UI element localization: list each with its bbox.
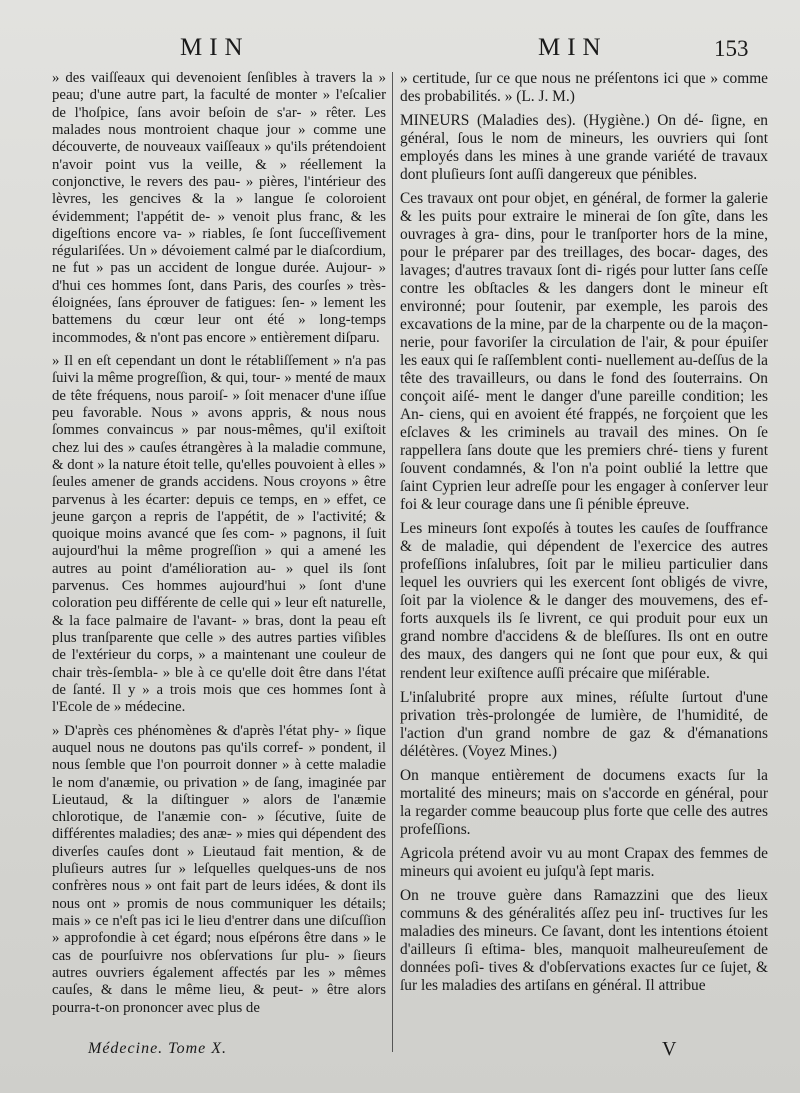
signature-mark: V bbox=[662, 1038, 677, 1060]
volume-signature: Médecine. Tome X. bbox=[88, 1040, 228, 1057]
right-paragraph-5: L'inſalubrité propre aux mines, réſulte ſurtout d'une privation très-prolongée de lumière, de l'humidité, de l'action d'un grand nombre de gaz & d'émanations délétères. (Voyez Mines.) bbox=[400, 688, 768, 760]
left-paragraph-3: » D'après ces phénomènes & d'après l'état phy- » ſique auquel nous ne doutons pas qu'ils corref- » pondent, il nous ſemble que l'on pourroit donner » à cette maladie le nom d'anæmie, ou privation » de ſang, imaginée par Lieutaud, & la diſtinguer » alors de l'anæmie chlorotique, de l'anæmie con- » ſécutive, ſuite de différentes maladies; des anæ- » mies qui dépendent des diverſes cauſes dont » Lieutaud fait mention, & de pluſieurs autres ſur » leſquelles quelques-uns de nos confrères nous » ont fait part de leurs idées, & dont ils nous ont » promis de nous communiquer les détails; mais » ce n'eſt pas ici le lieu d'entrer dans une diſcuſſion » approfondie à cet égard; nous eſpérons être dans » le cas de pourſuivre nos obſervations ſur plu- » ſieurs autres ouvriers également affectés par les » mêmes cauſes, & dans le même lieu, & peut- » être alors pourra-t-on prononcer avec plus de bbox=[52, 722, 386, 1016]
header-right-title: MIN bbox=[538, 34, 608, 61]
right-paragraph-2: MINEURS (Maladies des). (Hygiène.) On dé- ſigne, en général, ſous le nom de mineurs, les ouvriers qui ſont employés dans les mines à une grande variété de travaux dont pluſieurs ſont auſſi dangereux que pénibles. bbox=[400, 112, 768, 184]
left-column bbox=[52, 70, 386, 1023]
right-paragraph-4: Les mineurs ſont expoſés à toutes les cauſes de ſouffrance & de maladie, qui dépendent de l'exercice des autres profeſſions inſalubres, ſoit par le milieu particulier dans lequel les ouvriers qui les exercent ſont obligés de vivre, ſoit par la violence & le danger des mouvemens, des ef- forts auxquels ils ſe livrent, ce qui produit pour eux un grand nombre d'accidens & de bleſſures. Ils ont en outre des maux, des dangers qui ne ſont que pour eux, & qui rendent leur exiſtence auſſi précaire que miſérable. bbox=[400, 520, 768, 682]
right-paragraph-7: Agricola prétend avoir vu au mont Crapax des femmes de mineurs qui avoient eu juſqu'à ſept maris. bbox=[400, 844, 768, 880]
right-paragraph-6: On manque entièrement de documens exacts ſur la mortalité des mineurs; mais on s'accorde en général, pour la regarder comme beaucoup plus forte que celle des autres profeſſions. bbox=[400, 766, 768, 838]
left-paragraph-1: » des vaiſſeaux qui devenoient ſenſibles à travers la » peau; d'une autre part, la faculté de monter » l'eſcalier de l'hoſpice, ſans avoir beſoin de s'ar- » rêter. Les malades nous montroient chaque jour » comme une découverte, de nouveaux vaiſſeaux » qu'ils prétendoient n'avoir point vus la veille, & » réellement la conjonctive, le revers des pau- » pières, l'intérieur des lèvres, les gencives & la » langue ſe coloroient évidemment; l'appétit de- » venoit plus franc, & les digeſtions encore va- » riables, ſe ſont ſucceſſivement régulariſées. Un » dévoiement calmé par le diaſcordium, ne fut » pas un accident de longue durée. Aujour- » d'hui ces hommes ſont, dans Paris, des courſes » très-éloignées, ſans éprouver de fatigues: ſen- » lement les battemens du cœur leur ont été » long-temps incommodes, & n'ont pas encore » entièrement diſparu. bbox=[52, 70, 386, 346]
page-footer bbox=[0, 1040, 800, 1064]
page-number: 153 bbox=[714, 36, 749, 61]
running-header bbox=[0, 34, 800, 68]
right-paragraph-8: On ne trouve guère dans Ramazzini que des lieux communs & des généralités aſſez peu inſ- tructives ſur les maladies des mineurs. Ce ſavant, dont les intentions étoient d'ailleurs ſi eſtima- bles, manquoit malheureuſement de données poſi- tives & d'obſervations exactes ſur ce ſujet, & ſur les maladies des artiſans en général. Il attribue bbox=[400, 886, 768, 994]
left-paragraph-2: » Il en eſt cependant un dont le rétabliſſement » n'a pas ſuivi la même progreſſion, & qui, tour- » menté de maux de tête fréquens, nous paroiſ- » ſoit menacer d'une iſſue peu favorable. Nous » avons appris, & nous nous ſommes convaincus » par nous-mêmes, qu'il exiſtoit chez lui des » cauſes étrangères à la maladie commune, & dont » la nature étoit telle, qu'elles pouvoient à elles » ſeules amener de grands accidens. Nous croyons » être parvenus à les écarter: depuis ce temps, en » effet, ce jeune garçon a repris de l'appétit, de » l'activité; & quoique moins avancé que ſes com- » pagnons, il ſuit aujourd'hui la même progreſſion » qui a amené les autres au point d'amélioration au- » quel ils ſont parvenus. Ces hommes aujourd'hui » ſont d'une coloration peu différente de celle qui » leur eſt naturelle, & la face palmaire de l'avant- » bras, dont la peau eſt plus tranſparente que celle » des autres parties viſibles de l'extérieur du corps, » a maintenant une couleur de chair très-ſembla- » ble à ce qu'elle doit être dans l'état de ſanté. Il y » a trois mois que ces hommes ſont à l'Ecole de » médecine. bbox=[52, 353, 386, 716]
header-left-title: MIN bbox=[180, 34, 250, 61]
right-paragraph-1: » certitude, ſur ce que nous ne préſentons ici que » comme des probabilités. » (L. J. M.) bbox=[400, 70, 768, 106]
right-column bbox=[400, 70, 768, 1001]
column-divider bbox=[392, 72, 393, 1052]
right-paragraph-3: Ces travaux ont pour objet, en général, de former la galerie & les puits pour extraire le minerai de ſon gîte, dans les ouvrages à gra- dins, pour le tranſporter hors de la mine, pour le préparer par des treillages, des bocar- dages, des lavages; d'autres travaux ſont di- rigés pour lutter ſans ceſſe contre les obſtacles & les dangers dont le mineur eſt environné; pour ſoutenir, par exemple, les parois des excavations de la mine, par de la charpente ou de la maçon- nerie, pour favoriſer la circulation de l'air, & pour épuiſer les eaux qui ſe raſſemblent conti- nuellement au-deſſus de la tête des travailleurs, ou dans le fond des ſouterrains. On conçoit aiſé- ment le danger d'une pareille condition; les An- ciens, qui en avoient été frappés, ne forçoient que les eſclaves & les criminels au travail des mines. On ſe rappellera ſans doute que les premiers chré- tiens y furent ſouvent condamnés, & l'on n'a point oublié la lettre que ſaint Cyprien leur adreſſe pour les engager à conſerver leur foi & leur courage dans une ſi pénible épreuve. bbox=[400, 190, 768, 514]
